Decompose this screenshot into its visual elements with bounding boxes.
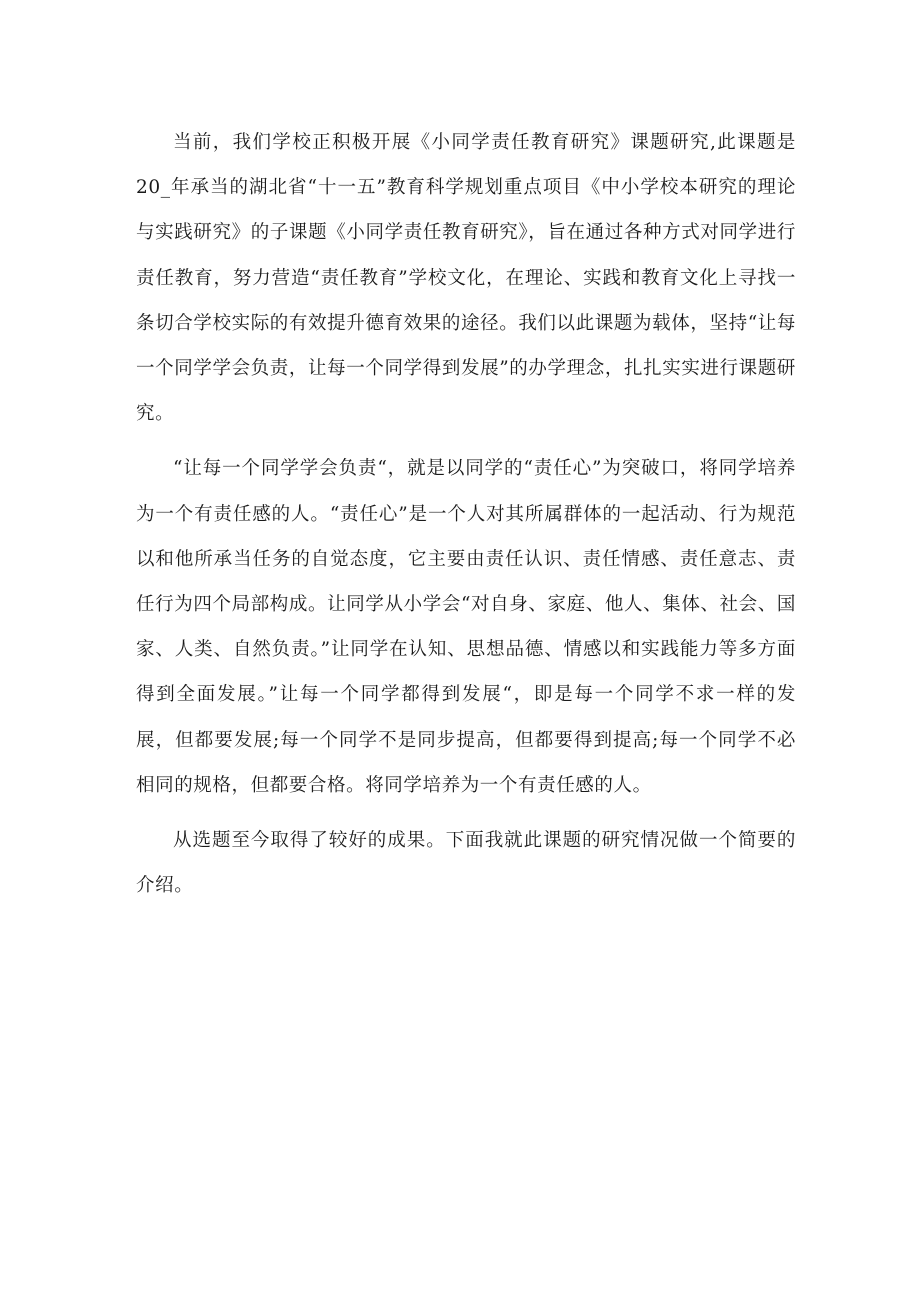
paragraph-responsibility: “让每一个同学学会负责“，就是以同学的“责任心”为突破口，将同学培养为一个有责任感的人。“责任心”是一个人对其所属群体的一起活动、行为规范以和他所承当任务的自觉态度，它主要由责任认识、责任情感、责任意志、责任行为四个局部构成。让同学从小学会“对自身、家庭、他人、集体、社会、国家、人类、自然负责。”让同学在认知、思想品德、情感以和实践能力等多方面得到全面发展。”让每一个同学都得到发展“，即是每一个同学不求一样的发展，但都要发展;每一个同学不是同步提高，但都要得到提高;每一个同学不必相同的规格，但都要合格。将同学培养为一个有责任感的人。 (136, 458, 796, 796)
paragraph-summary: 从选题至今取得了较好的成果。下面我就此课题的研究情况做一个简要的介绍。 (136, 830, 796, 897)
paragraph-intro: 当前，我们学校正积极开展《小同学责任教育研究》课题研究,此课题是20_年承当的湖北省“十一五”教育科学规划重点项目《中小学校本研究的理论与实践研究》的子课题《小同学责任教育研究》，旨在通过各种方式对同学进行责任教育，努力营造“责任教育”学校文化，在理论、实践和教育文化上寻找一条切合学校实际的有效提升德育效果的途径。我们以此课题为载体，坚持“让每一个同学学会负责，让每一个同学得到发展”的办学理念，扎扎实实进行课题研究。 (136, 132, 796, 425)
document-body (136, 120, 796, 908)
